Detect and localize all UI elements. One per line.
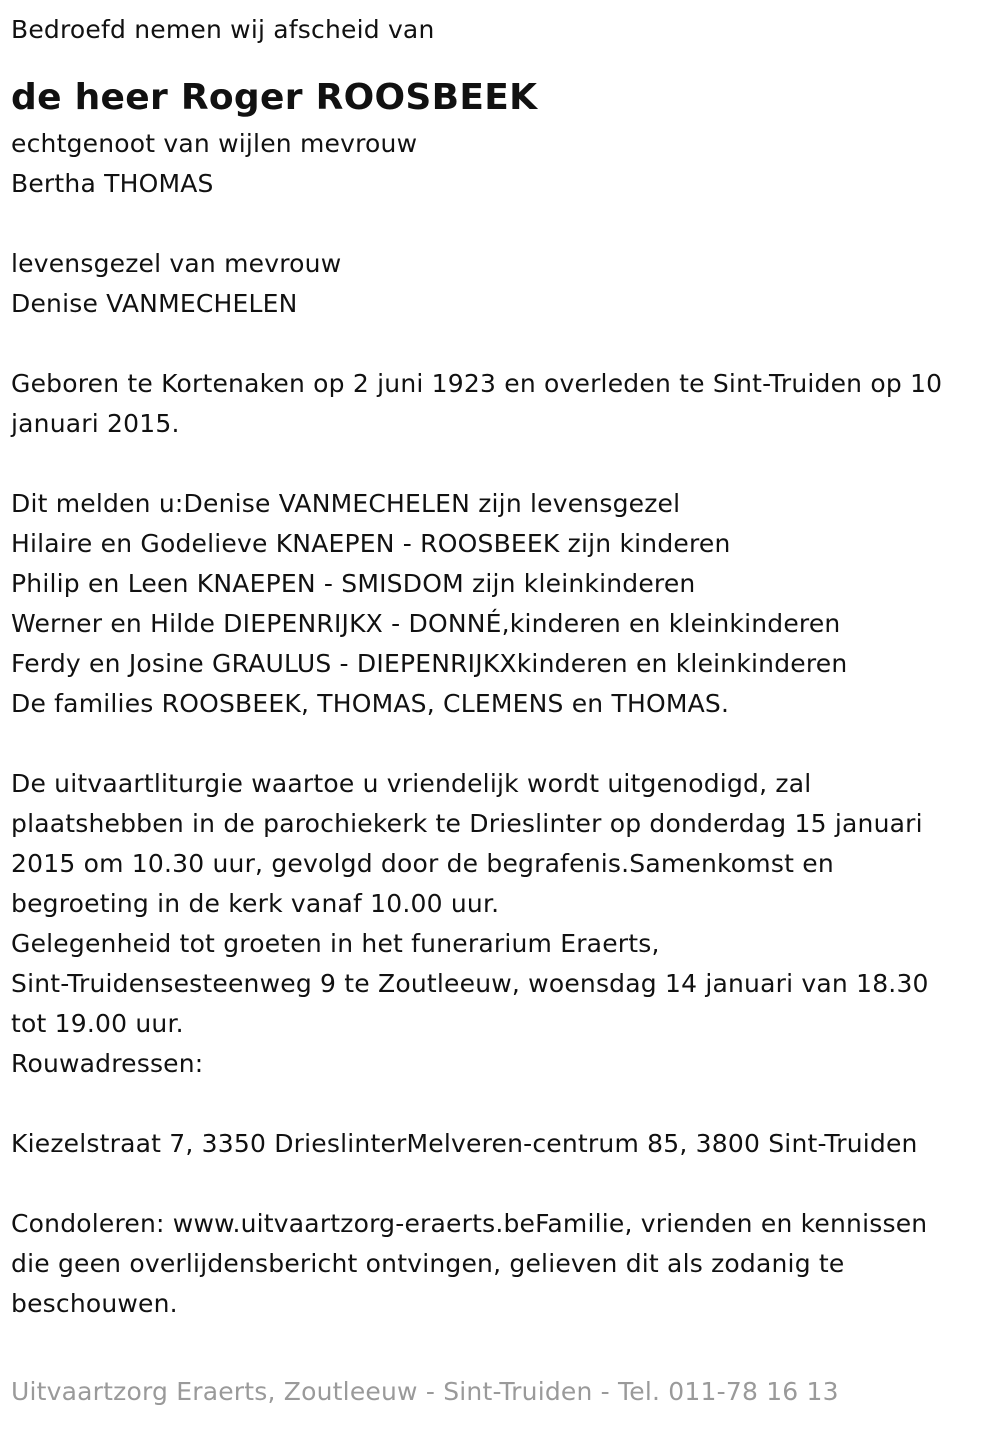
family-line: Hilaire en Godelieve KNAEPEN - ROOSBEEK zijn kinderen — [11, 529, 731, 558]
birth-death-line-2: januari 2015. — [11, 409, 180, 438]
family-line: Werner en Hilde DIEPENRIJKX - DONNÉ,kinderen en kleinkinderen — [11, 609, 841, 638]
partner-line-1: levensgezel van mevrouw — [11, 249, 342, 278]
spacer — [11, 1164, 1000, 1204]
spouse-line-2: Bertha THOMAS — [11, 169, 214, 198]
condolence-line: Condoleren: www.uitvaartzorg-eraerts.beFamilie, vrienden en kennissen — [11, 1209, 928, 1238]
funeral-line: plaatshebben in de parochiekerk te Drieslinter op donderdag 15 januari — [11, 809, 923, 838]
spouse-line-1: echtgenoot van wijlen mevrouw — [11, 129, 418, 158]
intro-text: Bedroefd nemen wij afscheid van — [11, 15, 435, 44]
birth-death-line-1: Geboren te Kortenaken op 2 juni 1923 en overleden te Sint-Truiden op 10 — [11, 369, 943, 398]
spacer — [11, 444, 1000, 484]
partner-line-2: Denise VANMECHELEN — [11, 289, 298, 318]
deceased-name: de heer Roger ROOSBEEK — [11, 77, 538, 118]
spacer — [11, 724, 1000, 764]
funeral-line: tot 19.00 uur. — [11, 1009, 184, 1038]
family-line: Dit melden u:Denise VANMECHELEN zijn levensgezel — [11, 489, 681, 518]
family-line: Philip en Leen KNAEPEN - SMISDOM zijn kleinkinderen — [11, 569, 696, 598]
mourning-addresses: Kiezelstraat 7, 3350 DrieslinterMelveren-centrum 85, 3800 Sint-Truiden — [11, 1129, 918, 1158]
funeral-line: begroeting in de kerk vanaf 10.00 uur. — [11, 889, 500, 918]
funeral-line: 2015 om 10.30 uur, gevolgd door de begrafenis.Samenkomst en — [11, 849, 834, 878]
condolence-line: die geen overlijdensbericht ontvingen, gelieven dit als zodanig te — [11, 1249, 845, 1278]
family-line: De families ROOSBEEK, THOMAS, CLEMENS en THOMAS. — [11, 689, 730, 718]
family-line: Ferdy en Josine GRAULUS - DIEPENRIJKXkinderen en kleinkinderen — [11, 649, 848, 678]
condolence-line: beschouwen. — [11, 1289, 178, 1318]
spacer — [11, 324, 1000, 364]
funeral-line: Rouwadressen: — [11, 1049, 204, 1078]
funeral-line: Sint-Truidensesteenweg 9 te Zoutleeuw, woensdag 14 januari van 18.30 — [11, 969, 929, 998]
funeral-line: De uitvaartliturgie waartoe u vriendelijk wordt uitgenodigd, zal — [11, 769, 812, 798]
spacer — [11, 204, 1000, 244]
funeral-home-footer: Uitvaartzorg Eraerts, Zoutleeuw - Sint-Truiden - Tel. 011-78 16 13 — [11, 1377, 839, 1406]
spacer — [11, 1084, 1000, 1124]
spacer — [11, 50, 1000, 70]
funeral-line: Gelegenheid tot groeten in het funerarium Eraerts, — [11, 929, 660, 958]
